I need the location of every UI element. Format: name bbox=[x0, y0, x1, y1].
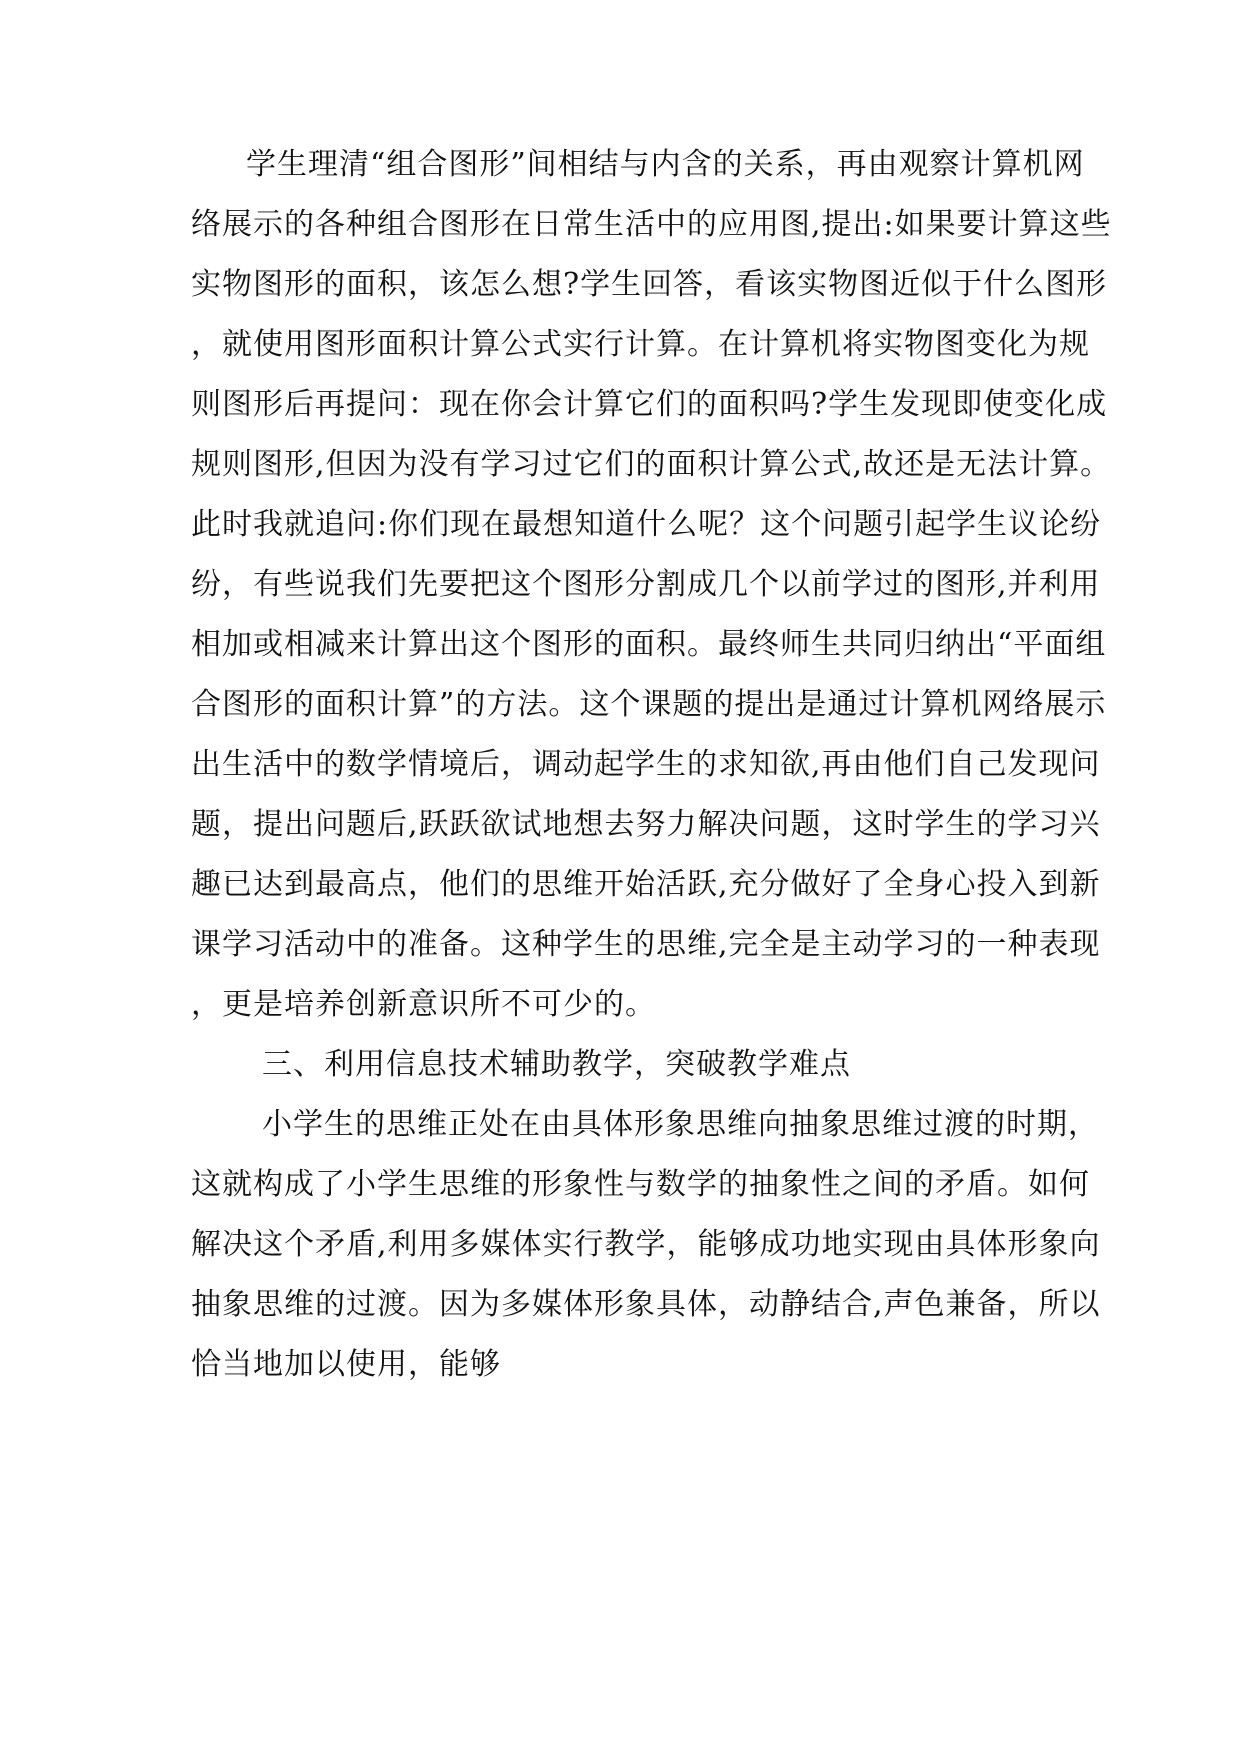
paragraph2-line-2: 这就构成了小学生思维的形象性与数学的抽象性之间的矛盾。如何 bbox=[191, 1167, 1090, 1202]
paragraph1-line-5: 则图形后再提问：现在你会计算它们的面积吗?学生发现即使变化成 bbox=[191, 387, 1108, 422]
paragraph2-line-3: 解决这个矛盾,利用多媒体实行教学，能够成功地实现由具体形象向 bbox=[191, 1227, 1101, 1262]
paragraph1-line-1: 学生理清“组合图形”间相结与内含的关系，再由观察计算机网 bbox=[246, 147, 1085, 182]
paragraph1-line-14: 课学习活动中的准备。这种学生的思维,完全是主动学习的一种表现 bbox=[191, 927, 1101, 962]
paragraph2-line-5: 恰当地加以使用，能够 bbox=[191, 1347, 501, 1382]
paragraph2-line-4: 抽象思维的过渡。因为多媒体形象具体，动静结合,声色兼备，所以 bbox=[191, 1287, 1101, 1322]
paragraph1-line-11: 出生活中的数学情境后，调动起学生的求知欲,再由他们自己发现问 bbox=[191, 747, 1101, 782]
paragraph1-line-7: 此时我就追问:你们现在最想知道什么呢？这个问题引起学生议论纷 bbox=[191, 507, 1102, 542]
paragraph1-line-10: 合图形的面积计算”的方法。这个课题的提出是通过计算机网络展示 bbox=[191, 687, 1107, 722]
paragraph2-line-1: 小学生的思维正处在由具体形象思维向抽象思维过渡的时期， bbox=[262, 1107, 1099, 1142]
paragraph1-line-6: 规则图形,但因为没有学习过它们的面积计算公式,故还是无法计算。 bbox=[191, 447, 1112, 482]
paragraph1-line-12: 题，提出问题后,跃跃欲试地想去努力解决问题，这时学生的学习兴 bbox=[191, 807, 1101, 842]
paragraph1-line-4: ，就使用图形面积计算公式实行计算。在计算机将实物图变化为规 bbox=[191, 327, 1090, 362]
section-heading: 三、利用信息技术辅助教学，突破教学难点 bbox=[262, 1047, 851, 1082]
paragraph1-line-2: 络展示的各种组合图形在日常生活中的应用图,提出:如果要计算这些 bbox=[191, 207, 1112, 242]
paragraph1-line-13: 趣已达到最高点，他们的思维开始活跃,充分做好了全身心投入到新 bbox=[191, 867, 1101, 902]
paragraph1-line-8: 纷，有些说我们先要把这个图形分割成几个以前学过的图形,并利用 bbox=[191, 567, 1101, 602]
paragraph1-line-9: 相加或相减来计算出这个图形的面积。最终师生共同归纳出“平面组 bbox=[191, 627, 1107, 662]
paragraph1-line-3: 实物图形的面积，该怎么想?学生回答，看该实物图近似于什么图形 bbox=[191, 267, 1108, 302]
paragraph1-line-15: ，更是培养创新意识所不可少的。 bbox=[191, 987, 656, 1022]
